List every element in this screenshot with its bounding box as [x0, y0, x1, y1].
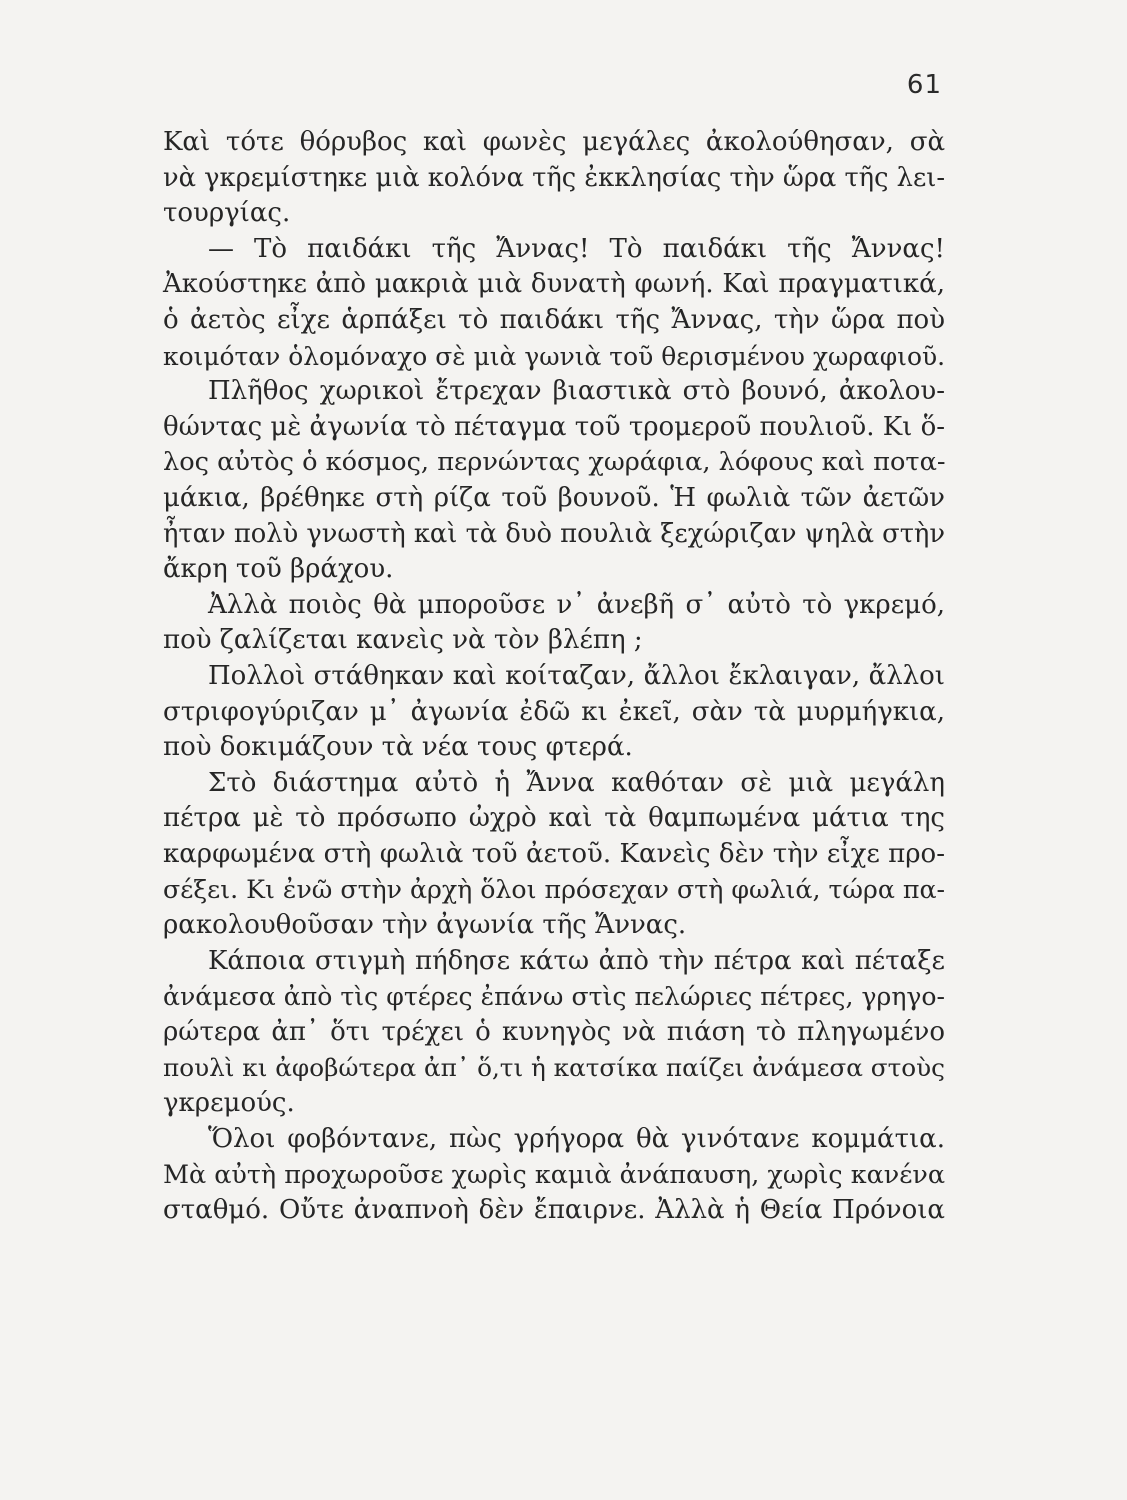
text-line: κοιμόταν ὁλομόναχο σὲ μιὰ γωνιὰ τοῦ θερισμένου χωραφιοῦ.	[163, 341, 945, 371]
text-line: Μὰ αὐτὴ προχωροῦσε χωρὶς καμιὰ ἀνάπαυση, χωρὶς κανένα	[163, 1159, 945, 1190]
text-line: θώντας μὲ ἀγωνία τὸ πέταγμα τοῦ τρομεροῦ πουλιοῦ. Κι ὅ-	[163, 411, 946, 442]
text-line: Ἀλλὰ ποιὸς θὰ μποροῦσε ν᾿ ἀνεβῆ σ᾿ αὐτὸ τὸ γκρεμό,	[208, 589, 945, 620]
text-line: Καὶ τότε θόρυβος καὶ φωνὲς μεγάλες ἀκολούθησαν, σὰ	[163, 127, 945, 157]
text-line: Πλῆθος χωρικοὶ ἔτρεχαν βιαστικὰ στὸ βουνό, ἀκολου-	[208, 376, 945, 407]
text-line: γκρεμούς.	[163, 1088, 295, 1119]
text-line: καρφωμένα στὴ φωλιὰ τοῦ ἀετοῦ. Κανεὶς δὲν τὴν εἶχε προ-	[163, 838, 945, 869]
text-line: ἀνάμεσα ἀπὸ τὶς φτέρες ἐπάνω στὶς πελώριες πέτρες, γρηγο-	[163, 982, 945, 1012]
text-line: Στὸ διάστημα αὐτὸ ἡ Ἄννα καθόταν σὲ μιὰ μεγάλη	[208, 767, 945, 798]
text-line: νὰ γκρεμίστηκε μιὰ κολόνα τῆς ἐκκλησίας τὴν ὥρα τῆς λει-	[163, 162, 945, 193]
text-line: Ἀκούστηκε ἀπὸ μακριὰ μιὰ δυνατὴ φωνή. Καὶ πραγματικά,	[163, 269, 945, 300]
page-number: 61	[906, 70, 942, 100]
text-line: Πολλοὶ στάθηκαν καὶ κοίταζαν, ἄλλοι ἔκλαιγαν, ἄλλοι	[208, 660, 945, 691]
text-line: Κάποια στιγμὴ πήδησε κάτω ἀπὸ τὴν πέτρα καὶ πέταξε	[208, 945, 945, 976]
text-line: ὁ ἀετὸς εἶχε ἁρπάξει τὸ παιδάκι τῆς Ἄννας, τὴν ὥρα ποὺ	[163, 304, 945, 335]
text-line: πέτρα μὲ τὸ πρόσωπο ὠχρὸ καὶ τὰ θαμπωμένα μάτια της	[163, 803, 945, 834]
text-line: στριφογύριζαν μ᾿ ἀγωνία ἐδῶ κι ἐκεῖ, σὰν τὰ μυρμήγκια,	[163, 696, 945, 727]
text-line: σταθμό. Οὔτε ἀναπνοὴ δὲν ἔπαιρνε. Ἀλλὰ ἡ Θεία Πρόνοια	[163, 1194, 945, 1225]
text-line: ποὺ δοκιμάζουν τὰ νέα τους φτερά.	[163, 732, 633, 763]
text-line: Ὅλοι φοβόντανε, πὼς γρήγορα θὰ γινότανε κομμάτια.	[208, 1123, 945, 1154]
text-line: ἦταν πολὺ γνωστὴ καὶ τὰ δυὸ πουλιὰ ξεχώριζαν ψηλὰ στὴν	[163, 518, 945, 549]
text-line: ρακολουθοῦσαν τὴν ἀγωνία τῆς Ἄννας.	[163, 910, 687, 941]
text-line: λος αὐτὸς ὁ κόσμος, περνώντας χωράφια, λόφους καὶ ποτα-	[163, 447, 946, 478]
text-line: ἄκρη τοῦ βράχου.	[163, 554, 394, 585]
text-line: — Τὸ παιδάκι τῆς Ἄννας! Τὸ παιδάκι τῆς Ἄννας!	[208, 233, 945, 264]
body-text	[163, 125, 945, 1228]
text-line: τουργίας.	[163, 198, 291, 229]
text-line: ποὺ ζαλίζεται κανεὶς νὰ τὸν βλέπη ;	[163, 625, 643, 656]
text-line: πουλὶ κι ἀφοβώτερα ἀπ᾿ ὅ,τι ἡ κατσίκα παίζει ἀνάμεσα στοὺς	[163, 1053, 945, 1083]
text-line: ρώτερα ἀπ᾿ ὅτι τρέχει ὁ κυνηγὸς νὰ πιάση τὸ πληγωμένο	[163, 1016, 945, 1047]
text-line: σέξει. Κι ἐνῶ στὴν ἀρχὴ ὅλοι πρόσεχαν στὴ φωλιά, τώρα πα-	[163, 875, 945, 905]
text-line: μάκια, βρέθηκε στὴ ρίζα τοῦ βουνοῦ. Ἡ φωλιὰ τῶν ἀετῶν	[163, 482, 945, 513]
